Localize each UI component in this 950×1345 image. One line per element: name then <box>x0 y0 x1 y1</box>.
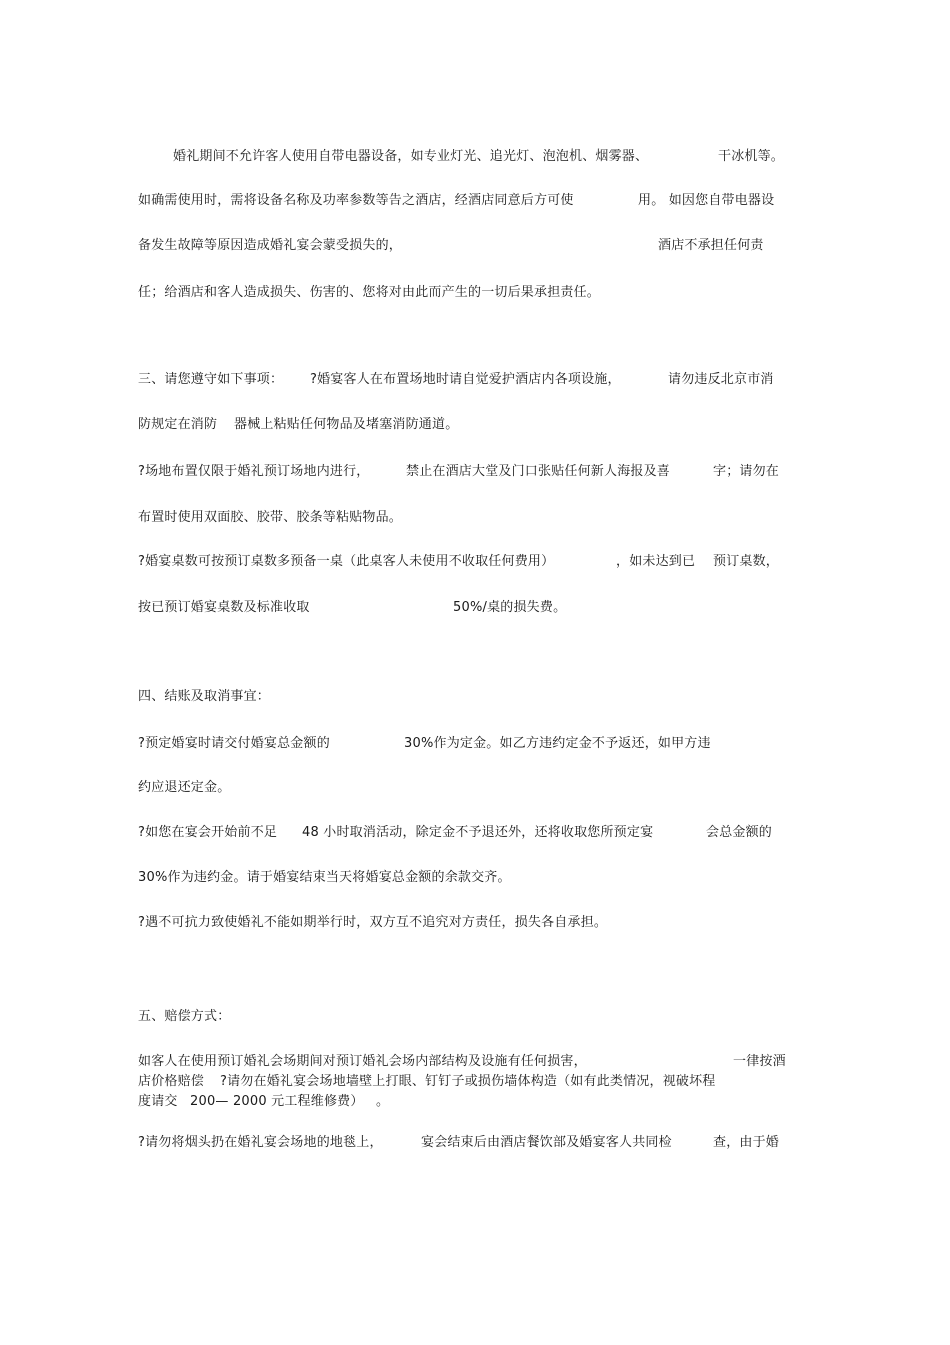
text-segment: 查，由于婚 <box>713 1135 780 1150</box>
text-segment: 酒店不承担任何责 <box>658 238 764 253</box>
text-segment: 预订桌数， <box>713 554 780 569</box>
text-segment: 。 <box>376 1094 390 1109</box>
text-segment: ?请勿在婚礼宴会场地墙壁上打眼、钉钉子或损伤墙体构造（如有此类情况，视破坏程 <box>220 1074 716 1089</box>
text-segment: ?场地布置仅限于婚礼预订场地内进行， <box>138 464 370 479</box>
text-segment: 字；请勿在 <box>713 464 780 479</box>
section-heading: 四、结账及取消事宜： <box>138 689 271 704</box>
text-segment: 禁止在酒店大堂及门口张贴任何新人海报及喜 <box>406 464 671 479</box>
text-segment: ?请勿将烟头扔在婚礼宴会场地的地毯上， <box>138 1135 383 1150</box>
text-segment: 50%/桌的损失费。 <box>453 600 567 615</box>
text-segment: ?遇不可抗力致使婚礼不能如期举行时，双方互不追究对方责任，损失各自承担。 <box>138 915 608 930</box>
text-segment: 布置时使用双面胶、胶带、胶条等粘贴物品。 <box>138 510 403 525</box>
text-segment: 店价格赔偿 <box>138 1074 205 1089</box>
text-segment: 一律按酒 <box>733 1054 786 1069</box>
text-segment: 30%作为定金。如乙方违约定金不予返还，如甲方违 <box>404 736 711 751</box>
text-segment: 度请交 <box>138 1094 178 1109</box>
text-segment: 会总金额的 <box>706 825 773 840</box>
text-segment: 如客人在使用预订婚礼会场期间对预订婚礼会场内部结构及设施有任何损害， <box>138 1054 587 1069</box>
text-segment: 干冰机等。 <box>718 149 785 164</box>
text-segment: 婚礼期间不允许客人使用自带电器设备，如专业灯光、追光灯、泡泡机、烟雾器、 <box>173 149 649 164</box>
text-segment: 如确需使用时，需将设备名称及功率参数等告之酒店，经酒店同意后方可使 <box>138 193 574 208</box>
text-segment: 备发生故障等原因造成婚礼宴会蒙受损失的， <box>138 238 403 253</box>
text-segment: 任；给酒店和客人造成损失、伤害的、您将对由此而产生的一切后果承担责任。 <box>138 285 601 300</box>
text-segment: 约应退还定金。 <box>138 780 231 795</box>
text-segment: ?预定婚宴时请交付婚宴总金额的 <box>138 736 330 751</box>
text-segment: ?如您在宴会开始前不足 <box>138 825 278 840</box>
text-segment: 200— 2000 元工程维修费） <box>190 1094 364 1109</box>
text-segment: 30%作为违约金。请于婚宴结束当天将婚宴总金额的余款交齐。 <box>138 870 511 885</box>
text-segment: 防规定在消防 <box>138 417 218 432</box>
text-segment: 用。 如因您自带电器设 <box>638 193 775 208</box>
section-heading: 三、请您遵守如下事项： <box>138 372 284 387</box>
text-segment: ?婚宴客人在布置场地时请自觉爱护酒店内各项设施， <box>310 372 621 387</box>
text-segment: 48 小时取消活动，除定金不予退还外，还将收取您所预定宴 <box>302 825 654 840</box>
text-segment: 请勿违反北京市消 <box>668 372 774 387</box>
section-heading: 五、赔偿方式： <box>138 1009 231 1024</box>
text-segment: 宴会结束后由酒店餐饮部及婚宴客人共同检 <box>421 1135 672 1150</box>
text-segment: 器械上粘贴任何物品及堵塞消防通道。 <box>234 417 459 432</box>
text-segment: ?婚宴桌数可按预订桌数多预备一桌（此桌客人未使用不收取任何费用） <box>138 554 555 569</box>
text-segment: ，如未达到已 <box>616 554 696 569</box>
text-segment: 按已预订婚宴桌数及标准收取 <box>138 600 310 615</box>
